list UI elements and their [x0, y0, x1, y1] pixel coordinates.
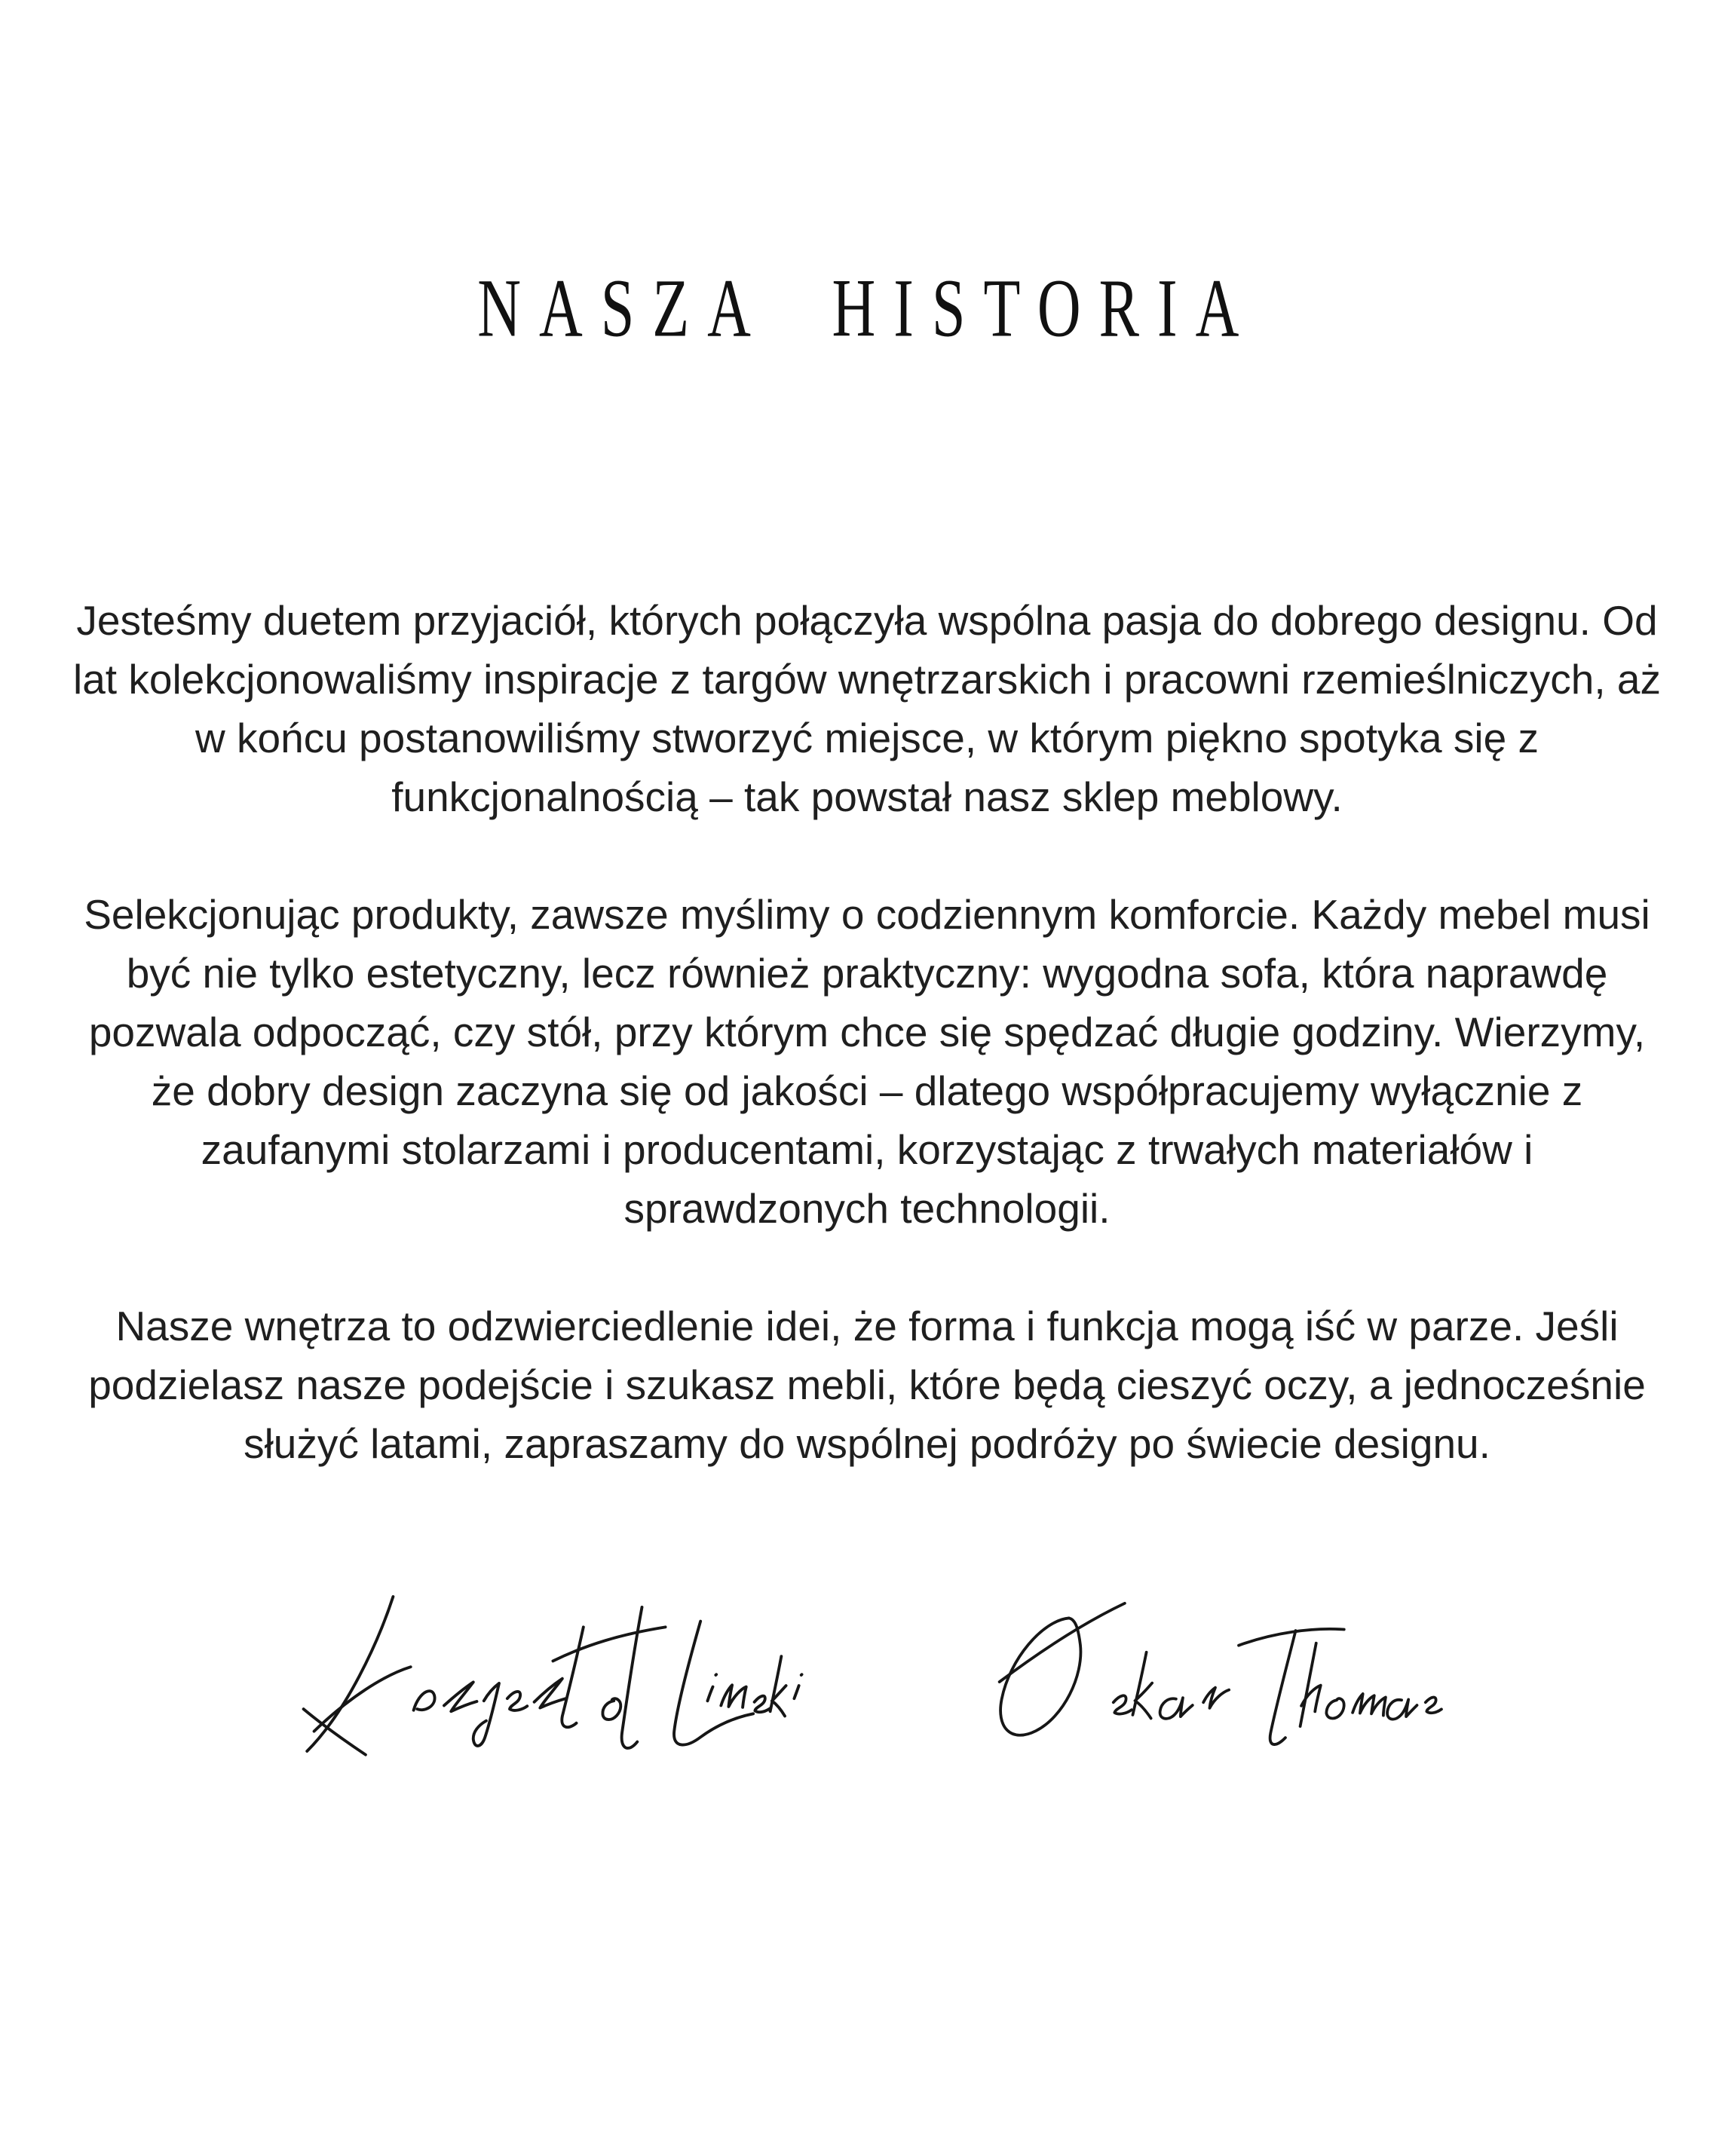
story-text-block [64, 591, 1670, 1473]
title-wrap [0, 0, 1734, 397]
story-paragraph-1: Jesteśmy duetem przyjaciół, których połączyła wspólna pasja do dobrego designu. Od lat kolekcjonowaliśmy inspiracje z targów wnętrzarskich i pracowni rzemieślniczych, aż w końcu postanowiliśmy stworzyć miejsce, w którym piękno spotyka się z funkcjonalnością – tak powstał nasz sklep meblowy. [72, 597, 1661, 820]
signature-oskar-thomas-image [931, 1591, 1444, 1762]
story-paragraph-2: Selekcjonując produkty, zawsze myślimy o codziennym komforcie. Każdy mebel musi być nie tylko estetyczny, lecz również praktyczny: wygodna sofa, która naprawdę pozwala odpocząć, czy stół, przy którym chce się spędzać długie godziny. Wierzymy, że dobry design zaczyna się od jakości – dlatego współpracujemy wyłącznie z zaufanymi stolarzami i producentami, korzystając z trwałych materiałów i sprawdzonych technologii. [84, 891, 1650, 1232]
story-paragraph-3: Nasze wnętrza to odzwierciedlenie idei, że forma i funkcja mogą iść w parze. Jeśli podzielasz nasze podejście i szukasz mebli, które będą cieszyć oczy, a jednocześnie służyć latami, zapraszamy do wspólnej podróży po świecie designu. [88, 1303, 1646, 1467]
signature-krzysztof-linski-image [290, 1586, 818, 1762]
page-title: NASZA HISTORIA [476, 262, 1258, 354]
signatures-row [0, 1586, 1734, 1762]
